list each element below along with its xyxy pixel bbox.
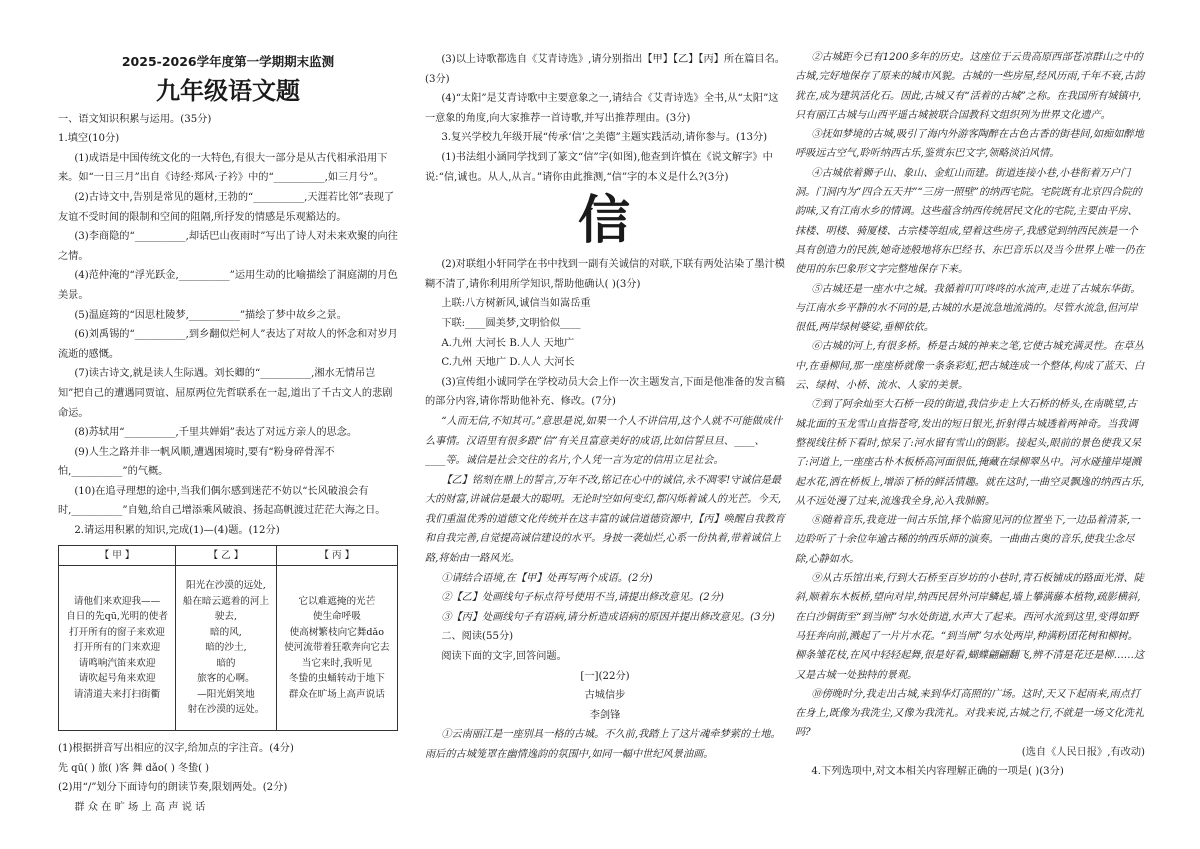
article-section: [一](22分) (580, 670, 630, 682)
q1-item-7: (7)读古诗文,就是读人生际遇。刘长卿的“__________,湘水无情吊岂知”把自己的遭遇同贾谊、屈原两位先哲联系在一起,道出了千古文人的悲剧命运。 (58, 368, 393, 419)
seal-script-xin-image: 信 (577, 190, 632, 252)
q1-item-9: (9)人生之路并非一帆风顺,遭遇困境时,要有“粉身碎骨浑不怕,__________”的气概。 (58, 446, 335, 478)
poem-header-jia: 【 甲 】 (59, 545, 176, 566)
poem-table (58, 545, 398, 732)
q1-heading: 1.填空(10分) (58, 133, 120, 145)
article-paragraph-7: ⑦到了阿余灿至大石桥一段的街道,我信步走上大石桥的桥头,在南眺望,古城北面的玉龙雪山直指苍穹,发出的短日银光,折射得古城透着两神奇。当我调整视线往桥下看时,惊呆了:河水留有雪山的倒影。接起头,眼前的景色使我又呆了:河道上,一座座古朴木板桥高河面很低,掩藏在绿柳翠丛中。河水碰撞岸堤溅起水花,洒在桥板上,增添了桥的鲜活情趣。就在这时,一曲空灵飘逸的纳西古乐,从不远处漫了过来,流逸我全身,沁入我肺腑。 (795, 399, 1145, 507)
poem-line: 使生命呼吸 (312, 611, 361, 623)
q4-question: 4.下列选项中,对文本相关内容理解正确的一项是( )(3分) (811, 765, 1064, 777)
poem-header-bing: 【 丙 】 (276, 545, 397, 566)
q3-heading: 3.复兴学校九年级开展“传承‘信’之美德”主题实践活动,请你参与。(13分) (441, 132, 768, 144)
article-author: 李剑锋 (589, 709, 621, 721)
rhythm-line: 群 众 在 旷 场 上 高 声 说 话 (74, 801, 206, 813)
poem-line: 暗的沙土, (205, 642, 247, 654)
poem-yi (176, 566, 277, 731)
q1-item-4: (4)范仲淹的“浮光跃金,__________”运用生动的比喻描绘了洞庭湖的月色美景。 (58, 270, 398, 301)
article-paragraph-3: ③抚如梦境的古城,吸引了海内外游客陶醉在古色古香的街巷间,如痴如醉地呼吸远古空气,聆听纳西古乐,鉴赏东巴文字,领略淡泊风情。 (795, 129, 1144, 160)
poem-line: 阳光在沙漠的远处, (186, 580, 266, 592)
couplet-upper: 上联:八方树新风,诚信当如嵩岳重 (441, 298, 591, 310)
article-paragraph-8: ⑧随着音乐,我竟进一间古乐馆,择个临窗见河的位置坐下,一边品着清茶,一边聆听了十余位年逾古稀的纳西乐师的演奏。一曲曲古奥的音乐,使我尘念尽除,心静如水。 (795, 515, 1141, 565)
poem-line: 暗的 (216, 657, 236, 669)
q1-item-2: (2)古诗文中,告别是常见的题材,王勃的“__________,天涯若比邻”表现了友谊不受时间的限制和空间的阻隔,所抒发的情感是乐观豁达的。 (58, 191, 395, 223)
poem-line: 旅客的心啊。 (197, 673, 255, 685)
article-paragraph-5: ⑤古城还是一座水中之城。我循着叮叮咚咚的水流声,走进了古城东华街。与江南水乡平静的水不同的是,古城的水是流急地流淌的。尽管水流急,但河岸很低,两岸绿树婆娑,垂柳依依。 (795, 283, 1141, 334)
poem-line: 船在暗云遮着的河上 (182, 595, 270, 607)
q3-task-2: ②【乙】处画线句子标点符号使用不当,请提出修改意见。(2分) (441, 592, 724, 604)
speech-paragraph-2: 【乙】铭刻在鼎上的誓言,万年不改,铭记在心中的诚信,永不凋零!守诚信是最大的财富,讲诚信是最大的聪明。无论时空如何变幻,都闪烁着诚人的光芒。今天,我们重温优秀的道德文化传统并在这丰富的诚信道德资源中,【丙】唤醒自我教育和自我完善,自觉提高诚信建设的水平。身披一袭灿烂,心系一份执着,带着诚信上路,将始由一路风光。 (425, 474, 785, 565)
poem-line: 请鸣响汽笛来欢迎 (78, 657, 156, 669)
article-source: (选自《人民日报》,有改动) (1021, 746, 1145, 758)
reading-instruction: 阅读下面的文字,回答问题。 (441, 651, 567, 663)
poem-line: 驶去, (214, 611, 238, 623)
article-title: 古城信步 (584, 690, 626, 702)
column-left (58, 52, 398, 818)
poem-line: 群众在旷场上高声说话 (288, 688, 385, 700)
q1-item-10: (10)在追寻理想的途中,当我们偶尔感到迷茫不妨以“长风破浪会有时,__________”自勉,给自己增添乘风破浪、扬起高帆渡过茫茫大海之日。 (58, 485, 386, 517)
article-paragraph-1: ①云南丽江是一座别具一格的古城。不久前,我踏上了这片魂牵梦萦的土地。雨后的古城笼罩在幽情逸韵的氛围中,如同一幅中世纪风景油画。 (425, 729, 781, 760)
poem-line: 打开所有的门来欢迎 (73, 642, 161, 654)
poem-line: 当它来时,我听见 (301, 657, 372, 669)
q1-item-6: (6)刘禹锡的“__________,到乡翻似烂柯人”表达了对故人的怀念和对岁月流逝的感慨。 (58, 329, 398, 360)
q3-task-1: ①请结合语境,在【甲】处再写两个成语。(2分) (441, 572, 653, 584)
section-one-heading: 一、语文知识积累与运用。(35分) (58, 113, 212, 125)
page-title: 九年级语文题 (156, 76, 300, 105)
poem-line: 自日的先qū,光明的使者 (66, 611, 168, 623)
poem-header-yi: 【 乙 】 (176, 545, 277, 566)
q2-sub-3: (3)以上诗歌都选自《艾青诗选》,请分别指出【甲】【乙】【丙】所在篇目名。(3分) (425, 54, 785, 85)
q3-sub-1: (1)书法组小涵同学找到了篆文“信”字(如图),他查到许慎在《说文解字》中说:“信,诚也。从人,从言。”请你由此推测,“信”字的本义是什么?(3分) (425, 151, 773, 183)
pinyin-blanks: 先 qū( ) 旅( )客 舞 dǎo( ) 冬蛰( ) (58, 762, 210, 774)
column-right (795, 48, 1145, 781)
poem-line: 请他们来欢迎我—— (73, 595, 161, 607)
poem-line: 请清道夫来打扫街衢 (73, 688, 161, 700)
poem-line: 使河流带着狂歌奔向它去 (284, 642, 390, 654)
q3-sub-3: (3)宣传组小诚同学在学校动员大会上作一次主题发言,下面是他准备的发言稿的部分内容,请你帮助他补充、修改。(7分) (425, 376, 785, 408)
q2-sub-4: (4)“太阳”是艾青诗歌中主要意象之一,请结合《艾青诗选》全书,从“太阳”这一意象的角度,向大家推荐一首诗歌,并写出推荐理由。(3分) (425, 93, 779, 124)
article-paragraph-10: ⑩傍晚时分,我走出古城,来到华灯高照的广场。这时,天又下起雨来,雨点打在身上,既像为我洗尘,又像为我洗礼。对我来说,古城之行,不就是一场文化洗礼吗? (795, 688, 1145, 739)
q2-sub-1: (1)根据拼音写出相应的汉字,给加点的字注音。(4分) (58, 743, 294, 755)
article-paragraph-6: ⑥古城的河上,有很多桥。桥是古城的神来之笔,它使古城充满灵性。在草丛中,在垂柳间,那一座座桥就像一条条彩虹,把古城连成一个整体,构成了蓝天、白云、绿树、小桥、流水、人家的美景。 (795, 341, 1145, 392)
q2-heading: 2.请运用积累的知识,完成(1)—(4)题。(12分) (74, 525, 280, 537)
section-two-heading: 二、阅读(55分) (441, 631, 514, 643)
poem-bing (276, 566, 397, 731)
exam-heading: 2025-2026学年度第一学期期末监测 (121, 54, 335, 69)
poem-line: 冬蛰的虫蛹转动于地下 (288, 673, 385, 685)
poem-line: 它以难遮掩的光芒 (298, 595, 376, 607)
poem-line: 暗的风, (210, 626, 242, 638)
q1-item-1: (1)成语是中国传统文化的一大特色,有很大一部分是从古代相承沿用下来。如“一日三月”出自《诗经·郑风·子衿》中的“__________,如三月兮”。 (58, 152, 388, 184)
speech-paragraph-1: “人而无信,不知其可。”意思是说,如果一个人不讲信用,这个人就不可能做成什么事情。汉语里有很多跟“信”有关且富意美好的成语,比如信誓旦旦、____、____等。诚信是社会交往的名片,个人凭一言为定的信用立足社会。 (425, 415, 783, 467)
poem-line: 使高树繁枝向它舞dǎo (289, 626, 385, 638)
q3-task-3: ③【丙】处画线句子有语病,请分析造成语病的原因并提出修改意见。(3分) (441, 611, 775, 623)
q1-item-5: (5)温庭筠的“因思杜陵梦,__________”描绘了梦中故乡之景。 (74, 309, 347, 321)
article-paragraph-2: ②古城距今已有1200多年的历史。这座位于云贵高原西部苍凉群山之中的古城,完好地保存了原来的城市风貌。古城的一些房屋,经风历雨,千年不衰,古韵犹在,成为建筑活化石。因此,古城又有“活着的古城”之称。在我国所有城镇中,只有丽江古城与山西平遥古城被联合国教科文组织列为世界文化遗产。 (795, 52, 1145, 121)
q2-sub-2: (2)用“/”划分下面诗句的朗读节奏,限划两处。(2分) (58, 782, 288, 794)
poem-line: 请吹起号角来欢迎 (78, 673, 156, 685)
couplet-lower: 下联:____圆美梦,文明恰似____ (441, 317, 581, 329)
option-cd: C.九州 天地广 D.人人 大河长 (441, 357, 575, 369)
poem-jia (59, 566, 176, 731)
q1-item-8: (8)苏轼用“__________,千里共婵娟”表达了对远方亲人的思念。 (74, 427, 358, 439)
column-middle (425, 50, 785, 765)
article-paragraph-9: ⑨从古乐馆出来,行到大石桥至百岁坊的小巷时,青石板铺成的路面光滑、陡斜,顺着东木板桥,望向对岸,纳西民居外河岸鳞起,墙上攀满藤本植物,疏影横斜,在白沙铜街至“到当闸”匀水处街道,水声大了起来。西河水流到这里,变得如野马狂奔向前,溅起了一片片水花。“到当闸”匀水处两岸,种满粉团花树和柳树。柳条雏花枝,在风中轻轻起舞,很是好看,蝴蝶翩翩翻飞,辨不清是花还是柳……这又是古城一处独特的景观。 (795, 573, 1145, 681)
poem-line: 射在沙漠的远处。 (187, 704, 265, 716)
article-paragraph-4: ④古城依着狮子山、象山、金虹山而建。街道连接小巷,小巷衔着万户门洞。门洞内为“四合五天井”“三房一照壁”的纳西宅院。宅院既有北京四合院的韵味,又有江南水乡的情调。这些蕴含纳西传统居民文化的宅院,主要由平房、抹楼、明楼、骑厦楼、古宗楼等组成,望着这些房子,我感觉到纳西民族是一个具有创造力的民族,她奇迹般地将东巴经书、东巴音乐以及当今世界上唯一仍在使用的东巴象形文字完整地保存下来。 (795, 167, 1145, 276)
q1-item-3: (3)李商隐的“__________,却话巴山夜雨时”写出了诗人对未来欢聚的向往之情。 (58, 231, 398, 262)
q3-sub-2: (2)对联组小轩同学在书中找到一副有关诚信的对联,下联有两处沾染了墨汁模糊不清了,请你利用所学知识,帮助他确认( )(3分) (425, 259, 785, 290)
poem-line: 打开所有的窗子来欢迎 (69, 626, 166, 638)
poem-line: —阳光娟笑地 (197, 688, 255, 700)
option-ab: A.九州 大河长 B.人人 天地广 (441, 337, 575, 349)
